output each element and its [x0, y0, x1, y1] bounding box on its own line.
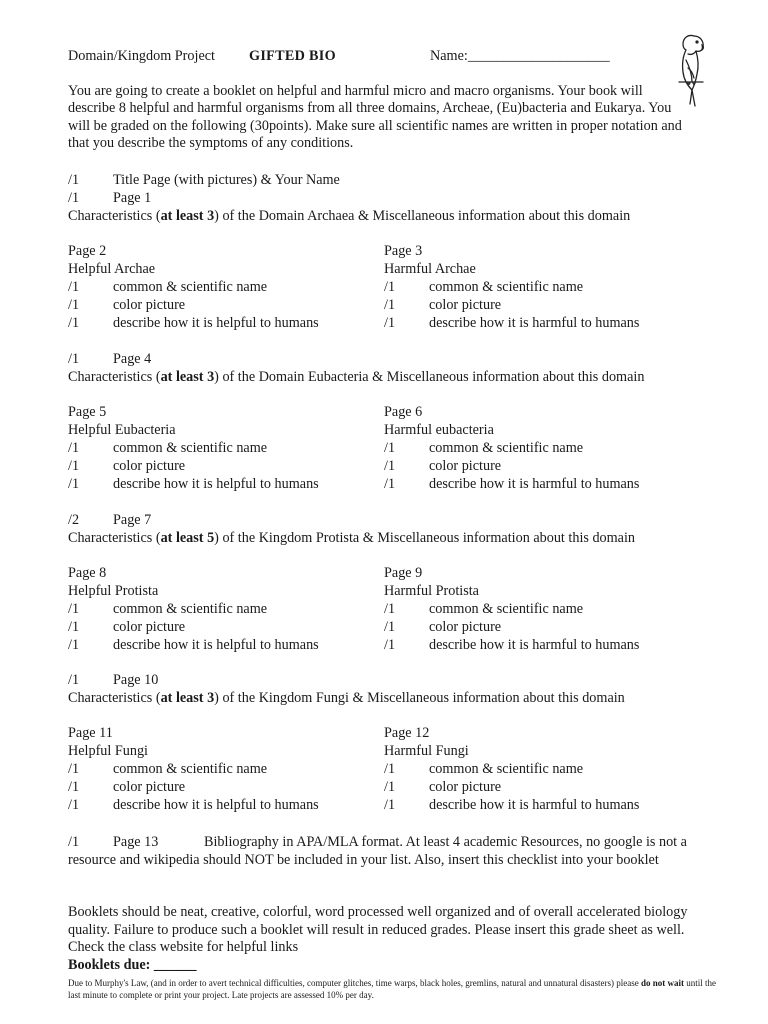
- harmful-page-label: Page 12: [384, 725, 430, 741]
- points: /1: [68, 672, 80, 688]
- checklist-item: /1 describe how it is harmful to humans: [384, 637, 640, 653]
- checklist-item: /1 describe how it is harmful to humans: [384, 797, 640, 813]
- checklist-item: /1 color picture: [68, 779, 186, 795]
- checklist-item: /1 describe how it is harmful to humans: [384, 315, 640, 331]
- checklist-item: /1 describe how it is helpful to humans: [68, 476, 319, 492]
- points: /1: [68, 458, 80, 474]
- checklist-item: /1 describe how it is helpful to humans: [68, 797, 319, 813]
- helpful-page-label: Page 11: [68, 725, 113, 741]
- points: /1: [68, 761, 80, 777]
- points: /1: [68, 779, 80, 795]
- checklist-item: /1 common & scientific name: [384, 761, 584, 777]
- checklist-item: /1 common & scientific name: [384, 440, 584, 456]
- points: /1: [68, 637, 80, 653]
- harmful-heading: Harmful Protista: [384, 583, 479, 599]
- checklist-item: /1 common & scientific name: [384, 279, 584, 295]
- points: /1: [384, 761, 396, 777]
- overview-description: Characteristics (at least 3) of the Domain Eubacteria & Miscellaneous information about this domain: [68, 369, 645, 385]
- points: /1: [68, 315, 80, 331]
- points: /1: [68, 601, 80, 617]
- checklist-item: /1 common & scientific name: [384, 601, 584, 617]
- points: /1: [68, 619, 80, 635]
- checklist-item: /1 common & scientific name: [68, 440, 268, 456]
- checklist-item: /1 common & scientific name: [68, 761, 268, 777]
- points: /1: [68, 297, 80, 313]
- closing-paragraph: Booklets should be neat, creative, colorful, word processed well organized and of overall accelerated biology quality. Failure to produce such a booklet will result in reduced grades. Please insert this grade sheet as well. Check the class website for helpful links: [68, 904, 688, 956]
- points: /1: [68, 172, 80, 188]
- points: /1: [68, 190, 80, 206]
- harmful-heading: Harmful Fungi: [384, 743, 469, 759]
- points: /1: [384, 619, 396, 635]
- helpful-page-label: Page 2: [68, 243, 107, 259]
- helpful-heading: Helpful Fungi: [68, 743, 148, 759]
- bibliography-page: Page 13: [113, 834, 159, 850]
- checklist-item: /1 describe how it is helpful to humans: [68, 637, 319, 653]
- checklist-item: /1 color picture: [384, 619, 502, 635]
- overview-page-line: /1 Page 10: [68, 672, 159, 688]
- checklist-item: /1 color picture: [68, 619, 186, 635]
- overview-page-line: /2 Page 7: [68, 512, 152, 528]
- checklist-item: /1 common & scientific name: [68, 279, 268, 295]
- checklist-item: /1 color picture: [68, 297, 186, 313]
- harmful-page-label: Page 3: [384, 243, 423, 259]
- checklist-item: /1 describe how it is harmful to humans: [384, 476, 640, 492]
- points: /1: [384, 297, 396, 313]
- overview-page-line: /1 Page 1: [68, 190, 152, 206]
- title-page-item: /1 Title Page (with pictures) & Your Name: [68, 172, 340, 188]
- course-label: GIFTED BIO: [249, 48, 336, 64]
- checklist-item: /1 common & scientific name: [68, 601, 268, 617]
- points: /1: [384, 797, 396, 813]
- points: /1: [384, 779, 396, 795]
- points: /1: [384, 458, 396, 474]
- overview-page-line: /1 Page 4: [68, 351, 152, 367]
- overview-description: Characteristics (at least 3) of the Domain Archaea & Miscellaneous information about this domain: [68, 208, 631, 224]
- bibliography-points: /1: [68, 834, 80, 850]
- points: /1: [384, 315, 396, 331]
- intro-paragraph: You are going to create a booklet on helpful and harmful micro and macro organisms. Your book will describe 8 helpful and harmful organisms from all three domains, Archeae, (Eu)bacteria and Eukarya. You will be graded on the following (30points). Make sure all scientific names are written in proper notation and that you describe the symptoms of any conditions.: [68, 83, 682, 151]
- footnote: Due to Murphy's Law, (and in order to avert technical difficulties, computer glitches, time warps, black holes, gremlins, natural and unnatural disasters) please do not wait until the last minute to complete or print your project. Late projects are assessed 10% per day.: [68, 978, 716, 1000]
- project-title: Domain/Kingdom Project: [68, 48, 215, 64]
- helpful-heading: Helpful Archae: [68, 261, 156, 277]
- checklist-item: /1 color picture: [384, 779, 502, 795]
- bibliography-text: Bibliography in APA/MLA format. At least 4 academic Resources, no google is not a resource and wikipedia should NOT be included in your list. Also, insert this checklist into your booklet: [68, 834, 687, 868]
- helpful-heading: Helpful Eubacteria: [68, 422, 176, 438]
- points: /1: [68, 279, 80, 295]
- points: /1: [384, 440, 396, 456]
- points: /1: [68, 797, 80, 813]
- points: /1: [68, 440, 80, 456]
- points: /1: [384, 279, 396, 295]
- due-date: Booklets due: ______: [68, 957, 197, 973]
- points: /1: [384, 601, 396, 617]
- helpful-page-label: Page 5: [68, 404, 107, 420]
- points: /1: [68, 476, 80, 492]
- harmful-heading: Harmful Archae: [384, 261, 476, 277]
- points: /1: [384, 476, 396, 492]
- points: /1: [384, 637, 396, 653]
- points: /1: [68, 351, 80, 367]
- checklist-item: /1 color picture: [384, 458, 502, 474]
- overview-description: Characteristics (at least 3) of the Kingdom Fungi & Miscellaneous information about this domain: [68, 690, 625, 706]
- harmful-page-label: Page 6: [384, 404, 423, 420]
- checklist-item: /1 describe how it is helpful to humans: [68, 315, 319, 331]
- name-field: Name:____________________: [430, 48, 610, 64]
- checklist-item: /1 color picture: [68, 458, 186, 474]
- harmful-page-label: Page 9: [384, 565, 423, 581]
- helpful-heading: Helpful Protista: [68, 583, 159, 599]
- harmful-heading: Harmful eubacteria: [384, 422, 494, 438]
- points: /2: [68, 512, 80, 528]
- overview-description: Characteristics (at least 5) of the Kingdom Protista & Miscellaneous information about this domain: [68, 530, 636, 546]
- checklist-item: /1 color picture: [384, 297, 502, 313]
- helpful-page-label: Page 8: [68, 565, 107, 581]
